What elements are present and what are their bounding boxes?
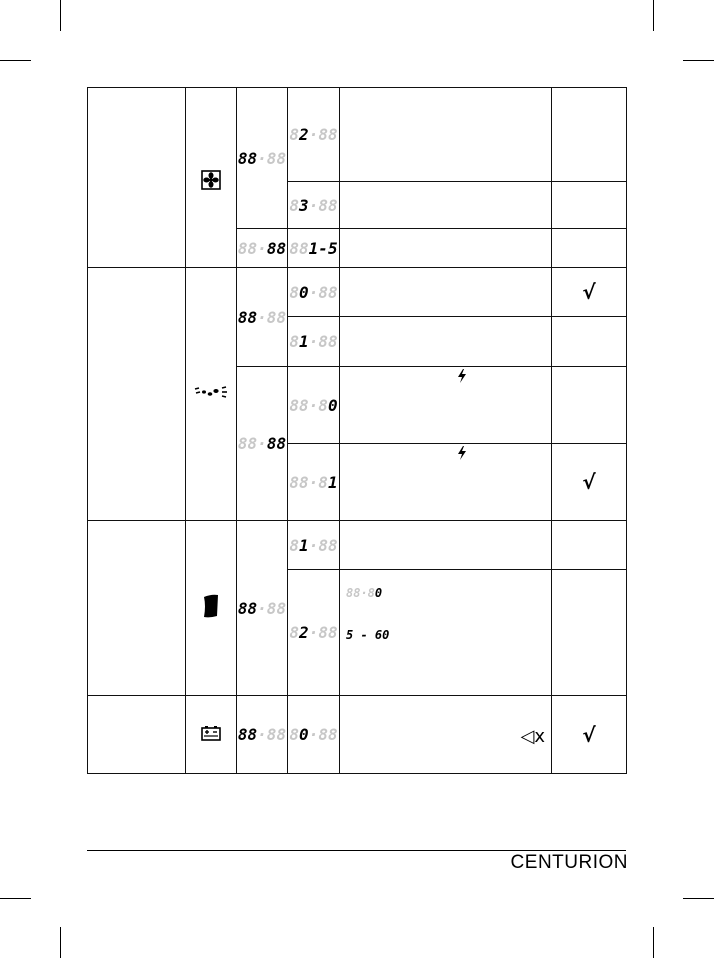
segment-display: 81·88 [289,332,338,351]
segment-display: 88·80 [346,586,383,600]
crop-mark [683,60,714,61]
code-display-cell [288,570,340,696]
default-cell [552,570,627,696]
segment-display: 82·88 [289,125,338,144]
battery-icon [201,725,221,741]
section-label-cell [88,268,186,521]
crop-mark [60,0,61,31]
code-display-cell [288,182,340,229]
section-label-cell [88,696,186,774]
default-cell [552,696,627,774]
segment-display: 88·81 [289,472,338,492]
code-display-cell [288,317,340,367]
segment-display: 881-5 [289,238,338,258]
description-cell [340,88,552,182]
code-display-cell [288,268,340,317]
description-cell [340,696,552,774]
segment-display: 83·88 [289,195,338,215]
settings-table [87,87,627,774]
description-cell [340,521,552,570]
menu-display-cell [237,88,288,229]
brand-logo: CENTURION [510,852,628,873]
segment-display: 80·88 [289,725,338,744]
menu-display-cell [237,367,288,521]
description-cell [340,367,552,444]
mute-speaker-icon: ◁x [520,726,545,747]
code-display-cell [288,367,340,444]
section-label-cell [88,88,186,268]
default-cell [552,88,627,182]
lightning-icon [457,446,467,460]
checkmark-icon: √ [582,722,596,747]
crop-mark [653,0,654,31]
crop-mark [60,927,61,958]
menu-display-cell [237,521,288,696]
menu-display-cell [237,696,288,774]
segment-display: 5 - 60 [346,628,390,642]
segment-display: 88·88 [237,598,287,618]
crop-mark [653,927,654,958]
default-cell [552,521,627,570]
checkmark-icon: √ [582,470,596,494]
segment-display: 88·88 [237,725,287,744]
segment-display: 81·88 [289,535,338,555]
crop-mark [0,898,31,899]
default-cell [552,229,627,268]
crop-mark [0,60,31,61]
segment-display: 88·88 [237,434,287,453]
description-cell [340,317,552,367]
spray-icon-cell [186,268,237,521]
segment-display: 88·80 [289,395,338,415]
segment-display: 80·88 [289,282,338,302]
code-display-cell [288,229,340,268]
fan-icon-cell [186,88,237,268]
menu-display-cell [237,229,288,268]
segment-display: 88·88 [237,307,287,327]
code-display-cell [288,521,340,570]
description-cell [340,570,552,696]
default-cell [552,268,627,317]
menu-display-cell [237,268,288,367]
wedge-icon-cell [186,521,237,696]
checkmark-icon: √ [582,280,596,304]
section-label-cell [88,521,186,696]
lightning-icon [457,369,467,383]
code-display-cell [288,444,340,521]
default-cell [552,367,627,444]
footer-rule [87,850,626,851]
segment-display: 82·88 [289,623,338,642]
segment-display: 88·88 [237,148,287,168]
default-cell [552,317,627,367]
code-display-cell [288,88,340,182]
description-cell [340,444,552,521]
segment-display: 88·88 [237,238,287,258]
battery-icon-cell [186,696,237,774]
description-cell [340,229,552,268]
wedge-icon [202,594,220,618]
spray-icon [193,383,229,401]
description-cell [340,182,552,229]
code-display-cell [288,696,340,774]
crop-mark [683,898,714,899]
default-cell [552,444,627,521]
fan-icon [201,170,221,190]
description-cell [340,268,552,317]
default-cell [552,182,627,229]
